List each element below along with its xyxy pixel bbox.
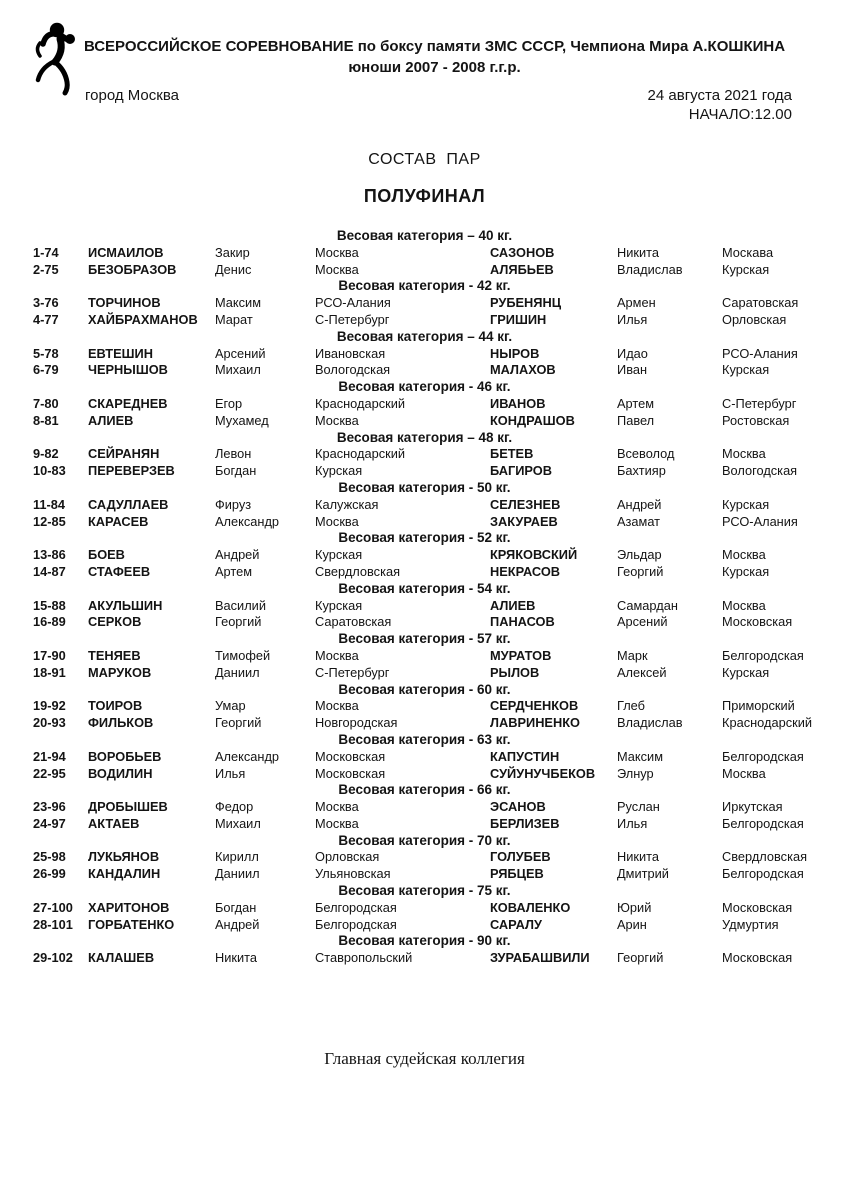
red-surname: СТАФЕЕВ bbox=[88, 563, 151, 579]
blue-surname: ЭСАНОВ bbox=[490, 799, 546, 815]
blue-firstname: Никита bbox=[617, 849, 659, 865]
blue-firstname: Эльдар bbox=[617, 547, 662, 563]
red-region: Москва bbox=[315, 647, 359, 663]
red-surname: БЕЗОБРАЗОВ bbox=[88, 261, 177, 277]
red-firstname: Александр bbox=[215, 513, 280, 529]
pair-number: 15-88 bbox=[33, 597, 66, 613]
red-region: Москва bbox=[315, 261, 359, 277]
blue-region: Курская bbox=[722, 664, 770, 680]
red-region: Москва bbox=[315, 513, 359, 529]
judges-signature: Главная судейская коллегия bbox=[324, 1049, 525, 1069]
red-surname: СЕРКОВ bbox=[88, 614, 142, 630]
blue-surname: РЯБЦЕВ bbox=[490, 866, 544, 882]
blue-region: Московская bbox=[722, 950, 793, 966]
red-firstname: Фируз bbox=[215, 496, 252, 512]
blue-surname: ПАНАСОВ bbox=[490, 614, 555, 630]
stage-title: ПОЛУФИНАЛ bbox=[363, 186, 486, 206]
blue-region: Курская bbox=[722, 496, 770, 512]
red-region: Московская bbox=[315, 765, 386, 781]
blue-region: Москва bbox=[722, 765, 766, 781]
red-region: С-Петербург bbox=[315, 311, 390, 327]
red-surname: СЕЙРАНЯН bbox=[88, 446, 160, 462]
start-time: НАЧАЛО:12.00 bbox=[688, 106, 792, 123]
blue-region: Ростовская bbox=[722, 412, 790, 428]
red-region: Калужская bbox=[315, 496, 379, 512]
red-region: Курская bbox=[315, 547, 363, 563]
pair-row bbox=[0, 362, 849, 379]
blue-region: Иркутская bbox=[722, 799, 783, 815]
blue-surname: АЛЯБЬЕВ bbox=[490, 261, 554, 277]
weight-category-header: Весовая категория – 40 кг. bbox=[336, 228, 513, 243]
weight-category-header: Весовая категория - 63 кг. bbox=[338, 731, 511, 747]
red-firstname: Федор bbox=[215, 799, 254, 815]
red-region: Саратовская bbox=[315, 614, 392, 630]
pair-row bbox=[0, 262, 849, 279]
blue-firstname: Георгий bbox=[617, 563, 664, 579]
red-surname: ВОДИЛИН bbox=[88, 765, 153, 781]
pair-row bbox=[0, 799, 849, 816]
blue-surname: РУБЕНЯНЦ bbox=[490, 295, 562, 311]
pair-row bbox=[0, 598, 849, 615]
blue-region: Московская bbox=[722, 899, 793, 915]
pair-number: 14-87 bbox=[33, 563, 66, 579]
red-region: Белгородская bbox=[315, 899, 397, 915]
pair-row bbox=[0, 749, 849, 766]
red-surname: ДРОБЫШЕВ bbox=[88, 799, 168, 815]
blue-surname: САЗОНОВ bbox=[490, 244, 555, 260]
red-firstname: Георгий bbox=[215, 715, 262, 731]
red-firstname: Богдан bbox=[215, 463, 257, 479]
pair-number: 5-78 bbox=[33, 345, 59, 361]
weight-category-header: Весовая категория - 57 кг. bbox=[338, 631, 511, 647]
blue-firstname: Максим bbox=[617, 748, 664, 764]
red-region: Москва bbox=[315, 815, 359, 831]
blue-region: Удмуртия bbox=[722, 916, 779, 932]
red-region: Вологодская bbox=[315, 362, 391, 378]
blue-firstname: Марк bbox=[617, 647, 648, 663]
blue-firstname: Юрий bbox=[617, 899, 652, 915]
blue-firstname: Глеб bbox=[617, 698, 645, 714]
blue-region: Саратовская bbox=[722, 295, 799, 311]
pair-number: 12-85 bbox=[33, 513, 66, 529]
blue-surname: СЕЛЕЗНЕВ bbox=[490, 496, 561, 512]
pair-row bbox=[0, 346, 849, 363]
pair-number: 3-76 bbox=[33, 295, 59, 311]
blue-firstname: Руслан bbox=[617, 799, 660, 815]
blue-firstname: Самардан bbox=[617, 597, 678, 613]
pairs-list-title: СОСТАВ ПАР bbox=[368, 151, 481, 168]
blue-firstname: Иван bbox=[617, 362, 648, 378]
red-region: Ульяновская bbox=[315, 866, 391, 882]
red-firstname: Егор bbox=[215, 395, 243, 411]
pair-row bbox=[0, 564, 849, 581]
weight-category-header: Весовая категория – 44 кг. bbox=[336, 328, 513, 344]
red-region: Москва bbox=[315, 799, 359, 815]
red-firstname: Денис bbox=[215, 261, 252, 277]
blue-region: Белгородская bbox=[722, 647, 804, 663]
red-surname: ТЕНЯЕВ bbox=[88, 647, 141, 663]
pair-row bbox=[0, 547, 849, 564]
pair-row bbox=[0, 665, 849, 682]
red-firstname: Михаил bbox=[215, 362, 261, 378]
blue-surname: НЕКРАСОВ bbox=[490, 563, 561, 579]
red-firstname: Богдан bbox=[215, 899, 257, 915]
blue-surname: НЫРОВ bbox=[490, 345, 540, 361]
blue-region: Москава bbox=[722, 244, 774, 260]
red-region: Новгородская bbox=[315, 715, 398, 731]
red-surname: ЛУКЬЯНОВ bbox=[88, 849, 160, 865]
pair-row bbox=[0, 866, 849, 883]
blue-firstname: Павел bbox=[617, 412, 655, 428]
blue-surname: КОВАЛЕНКО bbox=[490, 899, 571, 915]
pair-row bbox=[0, 950, 849, 967]
blue-surname: СУЙУНУЧБЕКОВ bbox=[490, 765, 596, 781]
red-firstname: Мухамед bbox=[215, 412, 269, 428]
red-region: Московская bbox=[315, 748, 386, 764]
blue-region: Москва bbox=[722, 597, 766, 613]
pair-number: 27-100 bbox=[33, 899, 73, 915]
blue-surname: КОНДРАШОВ bbox=[490, 412, 575, 428]
weight-category-header: Весовая категория - 52 кг. bbox=[338, 530, 511, 546]
red-firstname: Умар bbox=[215, 698, 246, 714]
blue-firstname: Георгий bbox=[617, 950, 664, 966]
red-firstname: Андрей bbox=[215, 916, 260, 932]
pair-number: 4-77 bbox=[33, 311, 59, 327]
blue-firstname: Арсений bbox=[617, 614, 668, 630]
boxer-pictogram-icon bbox=[27, 20, 83, 98]
blue-region: Краснодарский bbox=[722, 715, 812, 731]
red-firstname: Левон bbox=[215, 446, 252, 462]
red-surname: ХАРИТОНОВ bbox=[88, 899, 170, 915]
blue-surname: ИВАНОВ bbox=[490, 395, 546, 411]
blue-region: Белгородская bbox=[722, 866, 804, 882]
pair-row bbox=[0, 614, 849, 631]
blue-region: Свердловская bbox=[722, 849, 808, 865]
blue-firstname: Андрей bbox=[617, 496, 662, 512]
red-firstname: Илья bbox=[215, 765, 246, 781]
red-firstname: Артем bbox=[215, 563, 253, 579]
pair-number: 13-86 bbox=[33, 547, 66, 563]
weight-category-header: Весовая категория - 70 кг. bbox=[338, 832, 511, 848]
pair-number: 23-96 bbox=[33, 799, 66, 815]
red-surname: САДУЛЛАЕВ bbox=[88, 496, 169, 512]
red-surname: ГОРБАТЕНКО bbox=[88, 916, 175, 932]
red-firstname: Тимофей bbox=[215, 647, 271, 663]
red-firstname: Василий bbox=[215, 597, 266, 613]
blue-surname: ГРИШИН bbox=[490, 311, 547, 327]
red-firstname: Максим bbox=[215, 295, 262, 311]
weight-category-header: Весовая категория - 50 кг. bbox=[338, 479, 511, 495]
pair-row bbox=[0, 295, 849, 312]
red-firstname: Кирилл bbox=[215, 849, 259, 865]
pairs-table bbox=[0, 228, 849, 967]
red-region: Москва bbox=[315, 244, 359, 260]
red-region: Москва bbox=[315, 412, 359, 428]
red-region: Курская bbox=[315, 463, 363, 479]
red-firstname: Андрей bbox=[215, 547, 260, 563]
blue-region: Белгородская bbox=[722, 815, 804, 831]
red-surname: ТОРЧИНОВ bbox=[88, 295, 161, 311]
red-region: РСО-Алания bbox=[315, 295, 391, 311]
red-surname: АКУЛЬШИН bbox=[88, 597, 163, 613]
pair-number: 19-92 bbox=[33, 698, 66, 714]
pair-row bbox=[0, 849, 849, 866]
pair-number: 22-95 bbox=[33, 765, 66, 781]
blue-firstname: Алексей bbox=[617, 664, 667, 680]
red-region: Ставропольский bbox=[315, 950, 413, 966]
blue-region: Орловская bbox=[722, 311, 787, 327]
pair-number: 26-99 bbox=[33, 866, 66, 882]
pair-number: 17-90 bbox=[33, 647, 66, 663]
red-surname: СКАРЕДНЕВ bbox=[88, 395, 168, 411]
red-region: Курская bbox=[315, 597, 363, 613]
header-meta-row bbox=[0, 78, 849, 124]
pair-row bbox=[0, 514, 849, 531]
red-surname: ТОИРОВ bbox=[88, 698, 143, 714]
red-surname: ХАЙБРАХМАНОВ bbox=[88, 311, 198, 327]
blue-surname: БЕРЛИЗЕВ bbox=[490, 815, 560, 831]
blue-surname: РЫЛОВ bbox=[490, 664, 540, 680]
pair-number: 10-83 bbox=[33, 463, 66, 479]
blue-surname: ЗУРАБАШВИЛИ bbox=[490, 950, 590, 966]
pair-number: 16-89 bbox=[33, 614, 66, 630]
red-surname: ЧЕРНЫШОВ bbox=[88, 362, 168, 378]
weight-category-header: Весовая категория - 46 кг. bbox=[338, 379, 511, 395]
red-firstname: Марат bbox=[215, 311, 253, 327]
blue-firstname: Армен bbox=[617, 295, 656, 311]
blue-region: Курская bbox=[722, 261, 770, 277]
weight-category-header: Весовая категория - 42 кг. bbox=[338, 278, 511, 294]
red-firstname: Михаил bbox=[215, 815, 261, 831]
pair-row bbox=[0, 715, 849, 732]
pair-number: 21-94 bbox=[33, 748, 66, 764]
pair-row bbox=[0, 900, 849, 917]
blue-firstname: Азамат bbox=[617, 513, 661, 529]
red-surname: БОЕВ bbox=[88, 547, 125, 563]
blue-region: Курская bbox=[722, 362, 770, 378]
red-region: С-Петербург bbox=[315, 664, 390, 680]
red-surname: АЛИЕВ bbox=[88, 412, 134, 428]
red-surname: ИСМАИЛОВ bbox=[88, 244, 164, 260]
blue-firstname: Илья bbox=[617, 311, 648, 327]
weight-category-header: Весовая категория - 90 кг. bbox=[338, 933, 511, 949]
red-surname: ФИЛЬКОВ bbox=[88, 715, 154, 731]
pair-number: 20-93 bbox=[33, 715, 66, 731]
red-firstname: Закир bbox=[215, 244, 250, 260]
blue-firstname: Владислав bbox=[617, 261, 683, 277]
pair-row bbox=[0, 648, 849, 665]
blue-firstname: Идао bbox=[617, 345, 648, 361]
blue-firstname: Бахтияр bbox=[617, 463, 666, 479]
blue-firstname: Арин bbox=[617, 916, 647, 932]
event-date: 24 августа 2021 года bbox=[647, 87, 792, 104]
blue-surname: КРЯКОВСКИЙ bbox=[490, 547, 578, 563]
pair-number: 29-102 bbox=[33, 950, 73, 966]
blue-surname: КАПУСТИН bbox=[490, 748, 560, 764]
pair-row bbox=[0, 396, 849, 413]
red-surname: МАРУКОВ bbox=[88, 664, 152, 680]
blue-firstname: Владислав bbox=[617, 715, 683, 731]
pair-row bbox=[0, 463, 849, 480]
date-block bbox=[648, 86, 792, 124]
red-surname: КАЛАШЕВ bbox=[88, 950, 155, 966]
red-region: Свердловская bbox=[315, 563, 401, 579]
red-firstname: Александр bbox=[215, 748, 280, 764]
pair-number: 2-75 bbox=[33, 261, 59, 277]
blue-region: Белгородская bbox=[722, 748, 804, 764]
blue-region: Приморский bbox=[722, 698, 795, 714]
age-group-subtitle: юноши 2007 - 2008 г.г.р. bbox=[348, 59, 521, 76]
blue-region: Москва bbox=[722, 446, 766, 462]
blue-firstname: Илья bbox=[617, 815, 648, 831]
weight-category-header: Весовая категория - 75 кг. bbox=[338, 883, 511, 899]
pair-row bbox=[0, 413, 849, 430]
pair-row bbox=[0, 497, 849, 514]
red-firstname: Даниил bbox=[215, 866, 260, 882]
red-firstname: Никита bbox=[215, 950, 257, 966]
red-surname: ЕВТЕШИН bbox=[88, 345, 153, 361]
red-region: Краснодарский bbox=[315, 446, 405, 462]
blue-surname: АЛИЕВ bbox=[490, 597, 536, 613]
pair-number: 1-74 bbox=[33, 244, 59, 260]
red-region: Краснодарский bbox=[315, 395, 405, 411]
competition-title: ВСЕРОССИЙСКОЕ СОРЕВНОВАНИЕ по боксу памяти ЗМС СССР, Чемпиона Мира А.КОШКИНА bbox=[83, 38, 786, 55]
city-label: город Москва bbox=[85, 87, 179, 104]
pair-number: 9-82 bbox=[33, 446, 59, 462]
blue-surname: ЛАВРИНЕНКО bbox=[490, 715, 580, 731]
pair-row bbox=[0, 446, 849, 463]
red-firstname: Арсений bbox=[215, 345, 266, 361]
blue-surname: ГОЛУБЕВ bbox=[490, 849, 551, 865]
red-surname: КАРАСЕВ bbox=[88, 513, 149, 529]
pair-row bbox=[0, 917, 849, 934]
pair-number: 6-79 bbox=[33, 362, 59, 378]
red-region: Орловская bbox=[315, 849, 380, 865]
blue-surname: ЗАКУРАЕВ bbox=[490, 513, 558, 529]
pair-row bbox=[0, 816, 849, 833]
pair-number: 11-84 bbox=[33, 496, 66, 512]
pair-row bbox=[0, 245, 849, 262]
blue-region: Москва bbox=[722, 547, 766, 563]
red-region: Москва bbox=[315, 698, 359, 714]
pair-row bbox=[0, 766, 849, 783]
blue-firstname: Элнур bbox=[617, 765, 654, 781]
weight-category-header: Весовая категория - 54 кг. bbox=[338, 580, 511, 596]
pair-row bbox=[0, 698, 849, 715]
blue-surname: МАЛАХОВ bbox=[490, 362, 556, 378]
blue-surname: МУРАТОВ bbox=[490, 647, 552, 663]
blue-firstname: Артем bbox=[617, 395, 655, 411]
pair-number: 25-98 bbox=[33, 849, 66, 865]
pair-number: 18-91 bbox=[33, 664, 66, 680]
blue-region: Курская bbox=[722, 563, 770, 579]
red-surname: ПЕРЕВЕРЗЕВ bbox=[88, 463, 175, 479]
blue-firstname: Всеволод bbox=[617, 446, 675, 462]
pair-number: 28-101 bbox=[33, 916, 73, 932]
blue-firstname: Никита bbox=[617, 244, 659, 260]
blue-region: РСО-Алания bbox=[722, 513, 798, 529]
pair-number: 7-80 bbox=[33, 395, 59, 411]
red-firstname: Даниил bbox=[215, 664, 260, 680]
weight-category-header: Весовая категория – 48 кг. bbox=[336, 429, 513, 445]
blue-surname: БЕТЕВ bbox=[490, 446, 534, 462]
weight-category-header: Весовая категория - 66 кг. bbox=[338, 782, 511, 798]
blue-firstname: Дмитрий bbox=[617, 866, 669, 882]
blue-region: С-Петербург bbox=[722, 395, 797, 411]
red-surname: ВОРОБЬЕВ bbox=[88, 748, 162, 764]
blue-surname: САРАЛУ bbox=[490, 916, 542, 932]
red-region: Ивановская bbox=[315, 345, 386, 361]
document-header bbox=[0, 0, 849, 78]
blue-surname: БАГИРОВ bbox=[490, 463, 552, 479]
pair-number: 8-81 bbox=[33, 412, 59, 428]
blue-region: РСО-Алания bbox=[722, 345, 798, 361]
blue-surname: СЕРДЧЕНКОВ bbox=[490, 698, 579, 714]
red-surname: АКТАЕВ bbox=[88, 815, 140, 831]
blue-region: Московская bbox=[722, 614, 793, 630]
pair-row bbox=[0, 312, 849, 329]
pair-number: 24-97 bbox=[33, 815, 66, 831]
red-surname: КАНДАЛИН bbox=[88, 866, 161, 882]
blue-region: Вологодская bbox=[722, 463, 798, 479]
red-firstname: Георгий bbox=[215, 614, 262, 630]
red-region: Белгородская bbox=[315, 916, 397, 932]
weight-category-header: Весовая категория - 60 кг. bbox=[338, 681, 511, 697]
